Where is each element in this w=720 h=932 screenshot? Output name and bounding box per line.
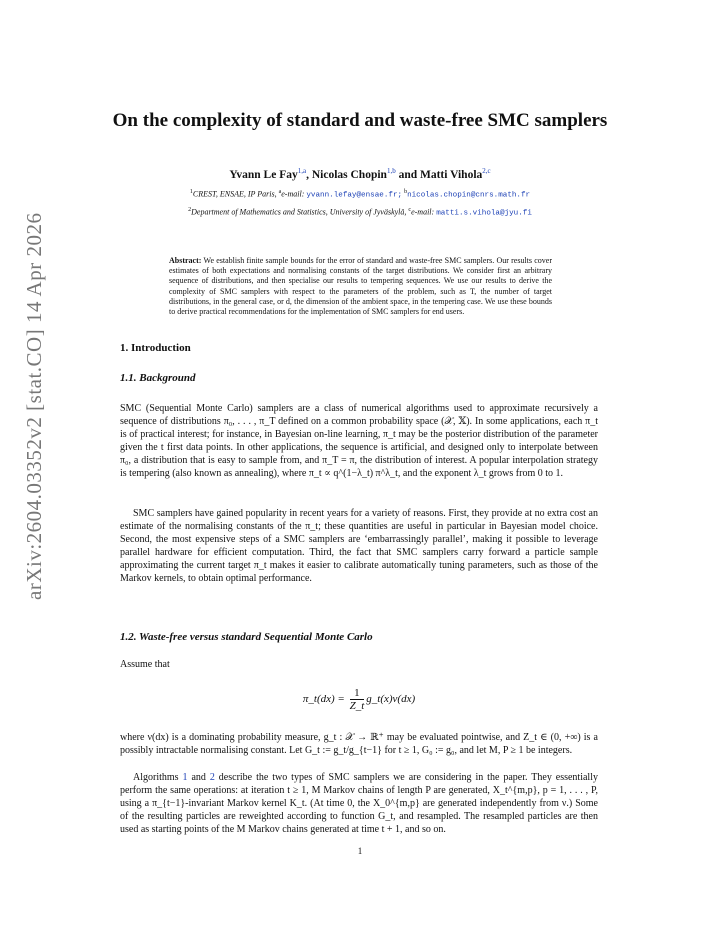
email-marker: b — [404, 189, 408, 195]
abstract-text: We establish finite sample bounds for the error of standard and waste-free SMC samplers. Our results cover estimates of both expectations and normalising constants of the target distributions. We consider first an arbitrary sequence of distributions, and then specialise our results to tempering sequences. We use our results to derive the complexity of SMC samplers with respect to the parameters of the problem, such as T, the number of target distributions, in the general case, or d, the dimension of the ambient space, in the tempering case. We use these bounds to derive practical recommendations for the implementation of SMC samplers for end users. — [169, 256, 553, 317]
author-name: Yvann Le Fay — [229, 168, 298, 181]
abstract — [169, 256, 552, 317]
equation-numerator: 1 — [350, 687, 365, 700]
email-link[interactable]: matti.s.vihola@jyu.fi — [436, 209, 532, 218]
author-name: Nicolas Chopin — [311, 168, 387, 181]
body-paragraph: SMC (Sequential Monte Carlo) samplers are a class of numerical algorithms used to approximate recursively a sequence of distributions π₀, . . . , π_T defined on a common probability space (𝒳, 𝕏). In some applications, each π_t is of practical interest; for instance, in Bayesian on-line learning, π_t may be the posterior distribution of the parameter given the t first data points. In other applications, the sequence is artificial, and designed only to interpolate between π₀, a distribution that is easy to sample from, and π_T = π, the distribution of interest. A popular interpolation strategy is tempering (also known as annealing), where π_t ∝ q^(1−λ_t) π^λ_t, and the exponent λ_t grows from 0 to 1. — [120, 403, 598, 480]
subsection-heading: 1.2. Waste-free versus standard Sequential Monte Carlo — [120, 631, 373, 643]
algorithm-link[interactable]: 2 — [209, 772, 215, 783]
author-superscript[interactable]: 1,b — [386, 167, 396, 175]
author-separator: and — [395, 168, 420, 181]
affiliation-text: Department of Mathematics and Statistics, University of Jyväskylä, — [191, 207, 409, 217]
section-heading: 1. Introduction — [120, 342, 191, 354]
algorithm-link[interactable]: 1 — [182, 772, 188, 783]
equation-rhs: g_t(x)ν(dx) — [366, 693, 416, 706]
affiliation-2 — [60, 207, 660, 218]
abstract-label: Abstract: — [169, 256, 202, 265]
affiliation-1 — [60, 189, 660, 200]
equation-fraction — [350, 687, 365, 712]
paragraph-text: Algorithms — [133, 772, 183, 783]
author-name: Matti Vihola — [419, 168, 483, 181]
email-label: e-mail: — [281, 189, 307, 199]
author-list — [90, 167, 630, 181]
body-paragraph: Assume that — [120, 659, 170, 670]
body-paragraph: SMC samplers have gained popularity in recent years for a variety of reasons. First, they provide at no extra cost an estimate of the normalising constants of the π_t; these quantities are useful in particular in Bayesian model choice. Second, the most expensive steps of a SMC samplers are ‘embarrassingly parallel’, making it possible to leverage parallel hardware for efficient computation. Third, the fact that SMC samplers carry forward a particle sample approximating the current target π_t makes it easier to calibrate automatically tuning parameters, such as those of the Markov kernels, to obtain optimal performance. — [120, 508, 598, 585]
email-link[interactable]: yvann.lefay@ensae.fr; — [306, 191, 403, 200]
author-separator: , — [306, 168, 312, 181]
email-marker: c — [408, 207, 412, 213]
paragraph-text: describe the two types of SMC samplers we are considering in the paper. They essentially perform the same operations: at iteration t ≥ 1, M Markov chains of length P are generated, X_t^{m,p}, p = 1, . . . , P, using a π_{t−1}-invariant Markov kernel K_t. (At time 0, the X_0^{m,p} are generated independently from ν.) Some of the resulting particles are reweighted according to function G_t, and resampled. The resampled particles are then used as starting points of the M Markov chains generated at time t + 1, and so on. — [120, 772, 598, 836]
email-link[interactable]: nicolas.chopin@cnrs.math.fr — [407, 191, 531, 200]
equation-denominator: Z_t — [349, 700, 365, 712]
affiliation-text: CREST, ENSAE, IP Paris, — [192, 189, 279, 199]
email-marker: a — [278, 189, 282, 195]
paragraph-text: and — [187, 772, 210, 783]
affiliation-number: 1 — [189, 189, 193, 195]
affiliation-number: 2 — [188, 207, 192, 213]
page-number: 1 — [357, 846, 363, 856]
author-superscript[interactable]: 2,c — [482, 167, 491, 175]
arxiv-stamp: arXiv:2604.03352v2 [stat.CO] 14 Apr 2026 — [22, 212, 46, 600]
equation — [120, 687, 598, 717]
equation-lhs: π_t(dx) = — [302, 693, 348, 706]
paper-title: On the complexity of standard and waste-free SMC samplers — [112, 110, 608, 131]
email-label: e-mail: — [411, 207, 437, 217]
body-paragraph — [120, 771, 598, 836]
subsection-heading: 1.1. Background — [120, 372, 196, 384]
author-superscript[interactable]: 1,a — [297, 167, 307, 175]
body-paragraph: where ν(dx) is a dominating probability measure, g_t : 𝒳 → ℝ⁺ may be evaluated pointwise, and Z_t ∈ (0, +∞) is a possibly intractable normalising constant. Let G_t := g_t/g_{t−1} for t ≥ 1, G₀ := g₀, and let M, P ≥ 1 be integers. — [120, 732, 598, 757]
